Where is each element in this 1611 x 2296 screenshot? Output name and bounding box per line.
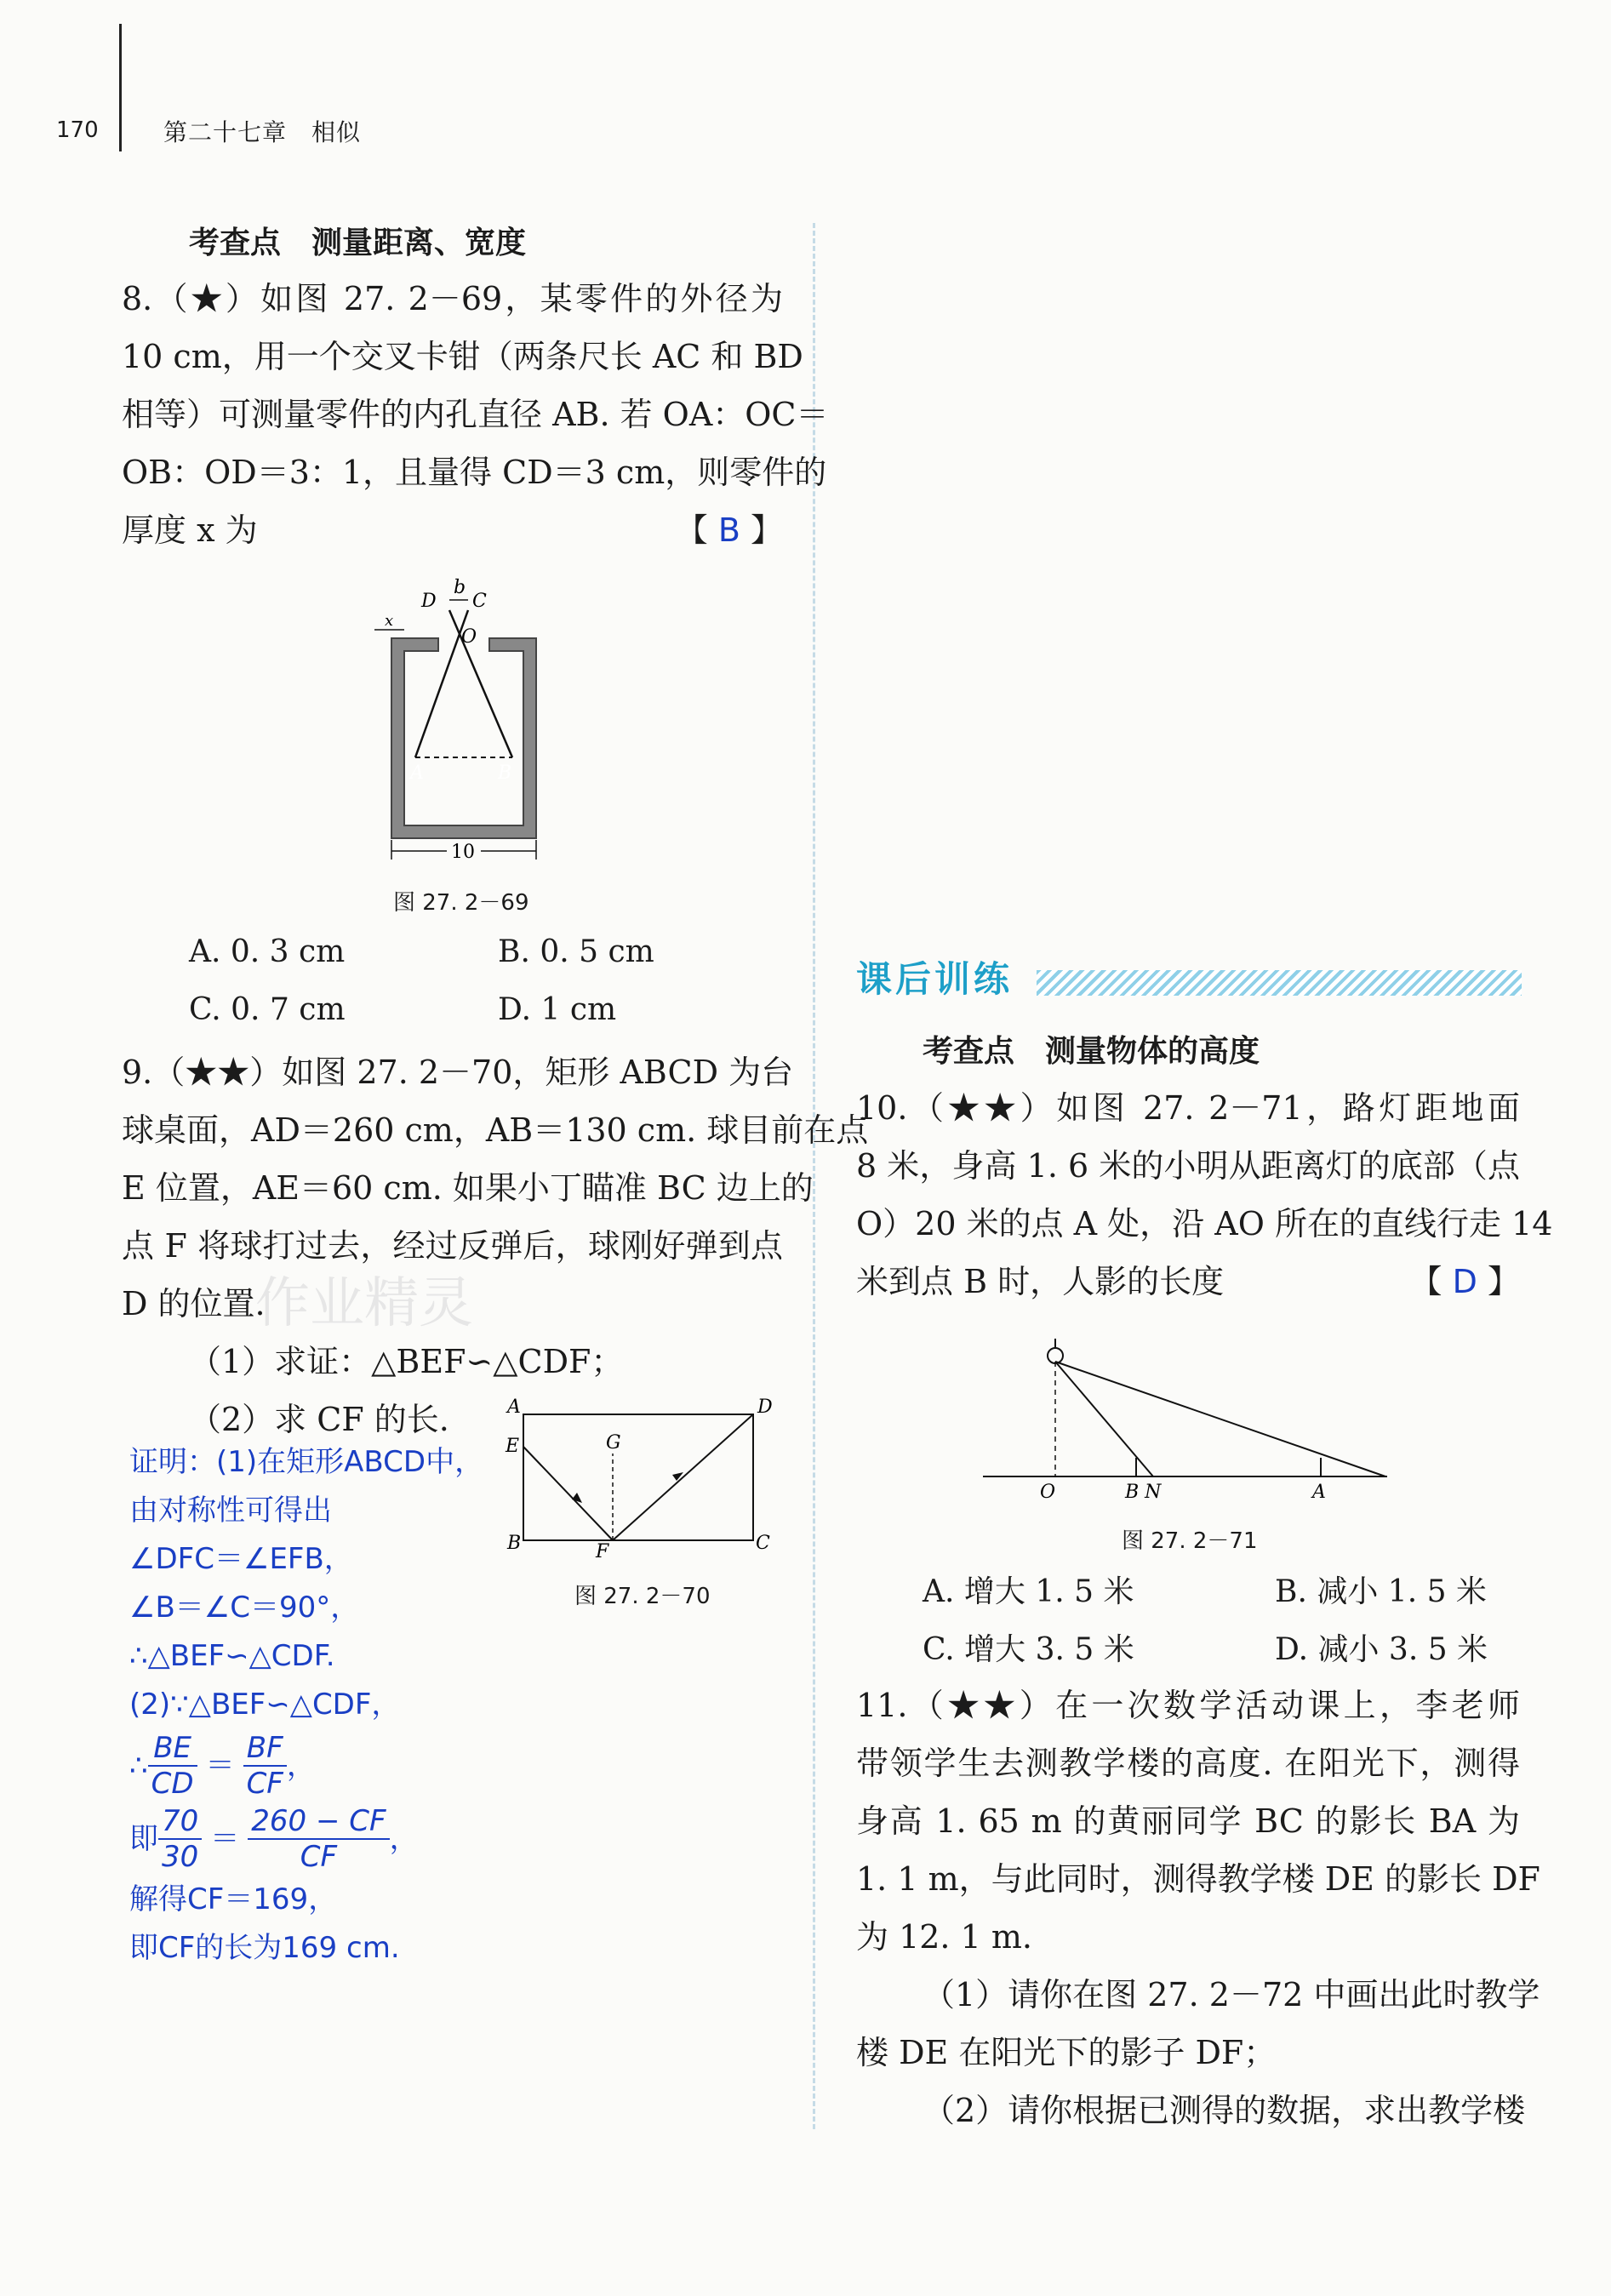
section2-heading: 考查点 测量物体的高度: [923, 1034, 1260, 1069]
q10-option-a[interactable]: A. 增大 1. 5 米: [923, 1574, 1134, 1609]
label-C: C: [756, 1533, 770, 1554]
q9-sub1: （1）求证：△BEF∽△CDF；: [189, 1343, 624, 1380]
sol-line: 证明：(1)在矩形ABCD中，: [129, 1445, 484, 1479]
q8-line: OB：OD＝3：1，且量得 CD＝3 cm，则零件的: [122, 454, 827, 491]
part-outline: [391, 638, 536, 838]
sol-line: (2)∵△BEF∽△CDF，: [129, 1688, 401, 1722]
label-E: E: [506, 1436, 520, 1457]
fig69-caption: 图 27. 2－69: [393, 890, 529, 916]
question-8: [122, 270, 829, 559]
page-number: 170: [56, 117, 99, 143]
q10-line: O）20 米的点 A 处，沿 AO 所在的直线行走 14: [856, 1205, 1553, 1242]
sol-line: ∠DFC＝∠EFB，: [129, 1542, 353, 1576]
label-B: B: [498, 762, 512, 784]
label-x: x: [385, 612, 394, 630]
label-D: D: [757, 1396, 773, 1418]
q8-answer: B: [717, 511, 740, 549]
q9-line: D 的位置.: [122, 1285, 266, 1322]
q10-option-c[interactable]: C. 增大 3. 5 米: [923, 1632, 1134, 1667]
q9-sub2: （2）求 CF 的长.: [189, 1401, 449, 1438]
fraction: $\frac{260 - CF}{CF}$: [248, 1804, 389, 1874]
fraction: $\frac{70}{30}$: [158, 1804, 202, 1874]
label-b: b: [454, 577, 466, 598]
fig71-caption: 图 27. 2－71: [1122, 1528, 1258, 1554]
q9-line: 点 F 将球打过去，经过反弹后，球刚好弹到点: [122, 1227, 783, 1265]
q8-option-a[interactable]: A. 0. 3 cm: [189, 934, 346, 969]
fig70-caption: 图 27. 2－70: [574, 1584, 711, 1609]
q8-option-c[interactable]: C. 0. 7 cm: [189, 992, 346, 1027]
q11-line: 楼 DE 在阳光下的影子 DF；: [856, 2034, 1277, 2071]
q10-line: 8 米，身高 1. 6 米的小明从距离灯的底部（点: [856, 1147, 1520, 1185]
figure-27-2-70: [502, 1396, 783, 1562]
label-A: A: [410, 762, 424, 784]
label-F: F: [596, 1541, 609, 1562]
q8-line: 8.（★）如图 27. 2－69，某零件的外径为: [122, 280, 783, 317]
q10-option-b[interactable]: B. 减小 1. 5 米: [1275, 1574, 1487, 1609]
q10-line: 10.（★★）如图 27. 2－71，路灯距地面: [856, 1089, 1520, 1127]
sol-fraction-line: ∴ $\frac{BE}{CD}$ ＝ $\frac{BF}{CF}$ ，: [129, 1731, 316, 1801]
label-C: C: [472, 591, 487, 612]
q11-line: （2）请你根据已测得的数据，求出教学楼: [923, 2092, 1526, 2129]
label-A: A: [507, 1396, 521, 1418]
label-BN: B N: [1125, 1482, 1162, 1503]
path-fd: [613, 1414, 753, 1540]
q11-line: 带领学生去测教学楼的高度. 在阳光下，测得: [856, 1745, 1520, 1782]
q8-line: 相等）可测量零件的内孔直径 AB. 若 OA：OC＝: [122, 396, 829, 433]
sol-line: ∠B＝∠C＝90°，: [129, 1591, 360, 1625]
label-G: G: [606, 1432, 621, 1454]
label-A: A: [1312, 1482, 1326, 1503]
banner-title: 课后训练: [856, 958, 1014, 1000]
q9-line: 球桌面，AD＝260 cm，AB＝130 cm. 球目前在点: [122, 1111, 869, 1149]
label-O: O: [461, 626, 477, 648]
q11-line: （1）请你在图 27. 2－72 中画出此时教学: [923, 1976, 1540, 2013]
figure-27-2-71: [979, 1323, 1396, 1506]
caliper-leg-ac: [415, 610, 468, 757]
q9-line: E 位置，AE＝60 cm. 如果小丁瞄准 BC 边上的: [122, 1169, 814, 1207]
q10-option-d[interactable]: D. 减小 3. 5 米: [1275, 1632, 1488, 1667]
watermark: 作业精灵: [255, 1272, 473, 1335]
label-O: O: [1040, 1482, 1056, 1503]
sol-line: 由对称性可得出: [129, 1494, 332, 1528]
q8-line: 厚度 x 为 【 B 】: [122, 511, 783, 549]
label-B: B: [507, 1533, 522, 1554]
q11-line: 1. 1 m，与此同时，测得教学楼 DE 的影长 DF: [856, 1860, 1540, 1898]
question-9: [122, 1043, 869, 1333]
figure-27-2-69: [366, 574, 553, 864]
sol-line: ∴△BEF∽△CDF.: [129, 1639, 335, 1673]
label-D: D: [421, 591, 437, 612]
question-10: [856, 1079, 1553, 1311]
q10-line: 米到点 B 时，人影的长度 【 D 】: [856, 1263, 1520, 1300]
q11-line: 为 12. 1 m.: [856, 1918, 1032, 1956]
chapter-title: 第二十七章 相似: [163, 118, 362, 146]
caliper-leg-bd: [449, 610, 512, 757]
path-ef: [523, 1447, 613, 1540]
fraction: $\frac{BF}{CF}$: [243, 1731, 287, 1801]
q8-option-b[interactable]: B. 0. 5 cm: [498, 934, 654, 969]
question-11: [856, 1676, 1540, 2139]
q10-answer: D: [1452, 1263, 1477, 1300]
q9-solution: [129, 1438, 504, 1973]
sol-line: 解得CF＝169，: [129, 1882, 338, 1916]
q8-line: 10 cm，用一个交叉卡钳（两条尺长 AC 和 BD: [122, 338, 803, 375]
q8-option-d[interactable]: D. 1 cm: [498, 992, 617, 1027]
header-rule: [119, 24, 122, 151]
fraction: $\frac{BE}{CD}$: [148, 1731, 197, 1801]
q9-line: 9.（★★）如图 27. 2－70，矩形 ABCD 为台: [122, 1054, 794, 1091]
sol-line: 即CF的长为169 cm.: [129, 1931, 400, 1965]
label-10: 10: [451, 842, 475, 863]
q11-line: 11.（★★）在一次数学活动课上，李老师: [856, 1687, 1520, 1724]
sol-fraction-line: 即 $\frac{70}{30}$ ＝ $\frac{260 - CF}{CF}$ ，: [129, 1804, 419, 1874]
table-rect: [523, 1414, 753, 1540]
banner-stripe: [1037, 970, 1522, 996]
q11-line: 身高 1. 65 m 的黄丽同学 BC 的影长 BA 为: [856, 1802, 1520, 1840]
lamp-icon: [1048, 1348, 1063, 1363]
section1-heading: 考查点 测量距离、宽度: [189, 226, 527, 260]
